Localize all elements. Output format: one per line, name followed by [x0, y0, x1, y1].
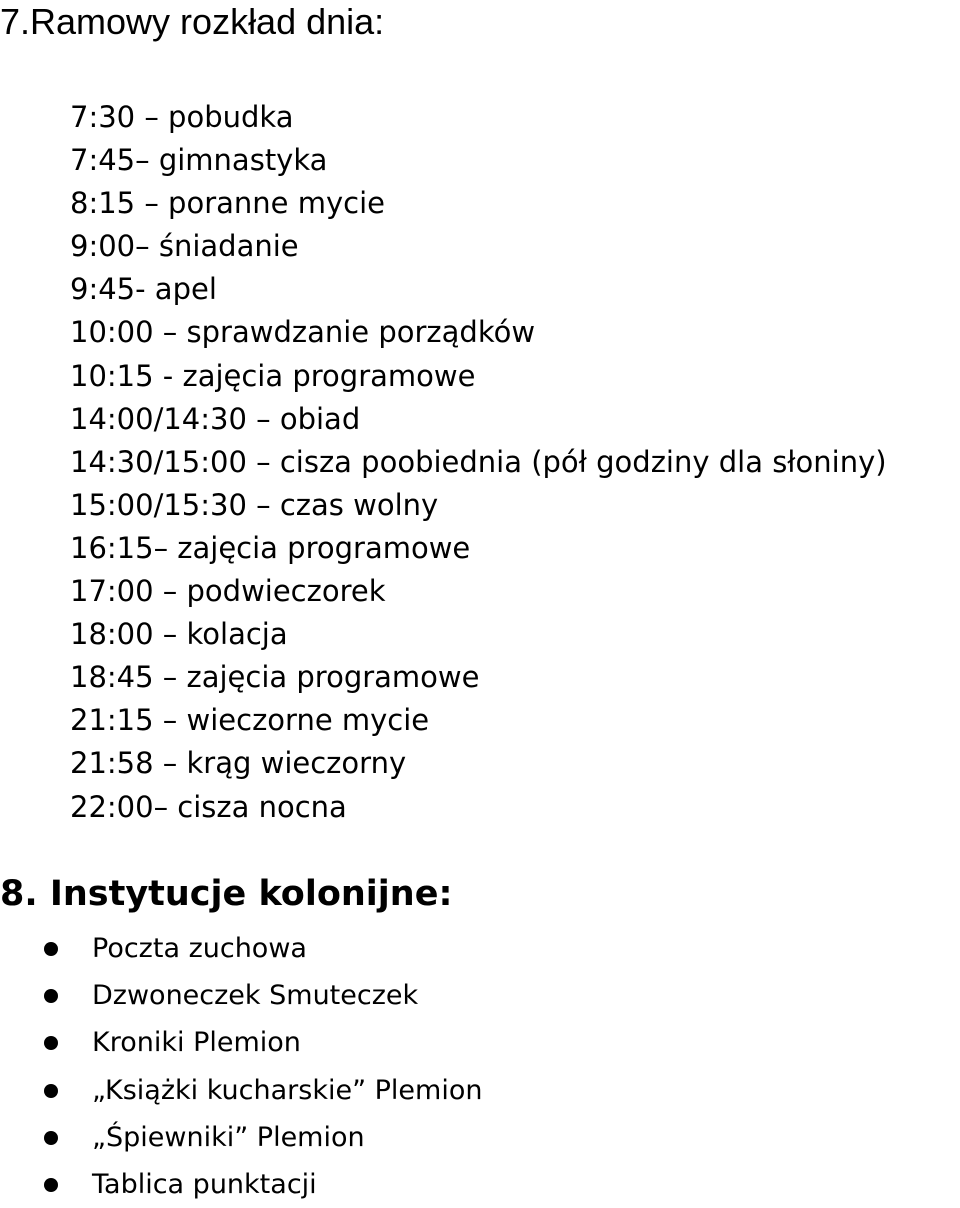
section-8-heading: 8. Instytucje kolonijne: [0, 874, 453, 914]
schedule-item: 22:00– cisza nocna [70, 789, 347, 824]
schedule-item: 9:45- apel [70, 272, 217, 307]
schedule-item: 10:15 - zajęcia programowe [70, 358, 476, 393]
schedule-item: 10:00 – sprawdzanie porządków [70, 315, 536, 350]
schedule-item: 9:00– śniadanie [70, 229, 299, 264]
institution-label: Tablica punktacji [92, 1168, 317, 1200]
bullet-icon [44, 1131, 58, 1145]
bullet-icon [44, 1178, 58, 1192]
bullet-icon [44, 1036, 58, 1050]
schedule-item: 15:00/15:30 – czas wolny [70, 487, 439, 522]
schedule-item: 17:00 – podwieczorek [70, 574, 386, 609]
daily-schedule-list [70, 96, 887, 829]
bullet-icon [44, 1084, 58, 1098]
schedule-item: 21:15 – wieczorne mycie [70, 703, 430, 738]
institution-label: Dzwoneczek Smuteczek [92, 980, 419, 1012]
schedule-item: 16:15– zajęcia programowe [70, 530, 471, 565]
schedule-item: 7:45– gimnastyka [70, 143, 328, 178]
institution-label: Kroniki Plemion [92, 1027, 301, 1059]
schedule-item: 8:15 – poranne mycie [70, 186, 385, 221]
institution-label: „Śpiewniki” Plemion [92, 1121, 365, 1153]
schedule-item: 14:30/15:00 – cisza poobiednia (pół godziny dla słoniny) [70, 444, 887, 479]
schedule-item: 18:45 – zajęcia programowe [70, 660, 480, 695]
institution-label: „Książki kucharskie” Plemion [92, 1074, 483, 1106]
schedule-item: 21:58 – krąg wieczorny [70, 746, 407, 781]
institution-label: Poczta zuchowa [92, 933, 307, 964]
section-7-heading: 7.Ramowy rozkład dnia: [0, 1, 385, 42]
schedule-item: 7:30 – pobudka [70, 100, 294, 134]
schedule-item: 14:00/14:30 – obiad [70, 401, 361, 436]
schedule-item: 18:00 – kolacja [70, 617, 288, 652]
bullet-icon [44, 989, 58, 1003]
bullet-icon [44, 942, 58, 956]
